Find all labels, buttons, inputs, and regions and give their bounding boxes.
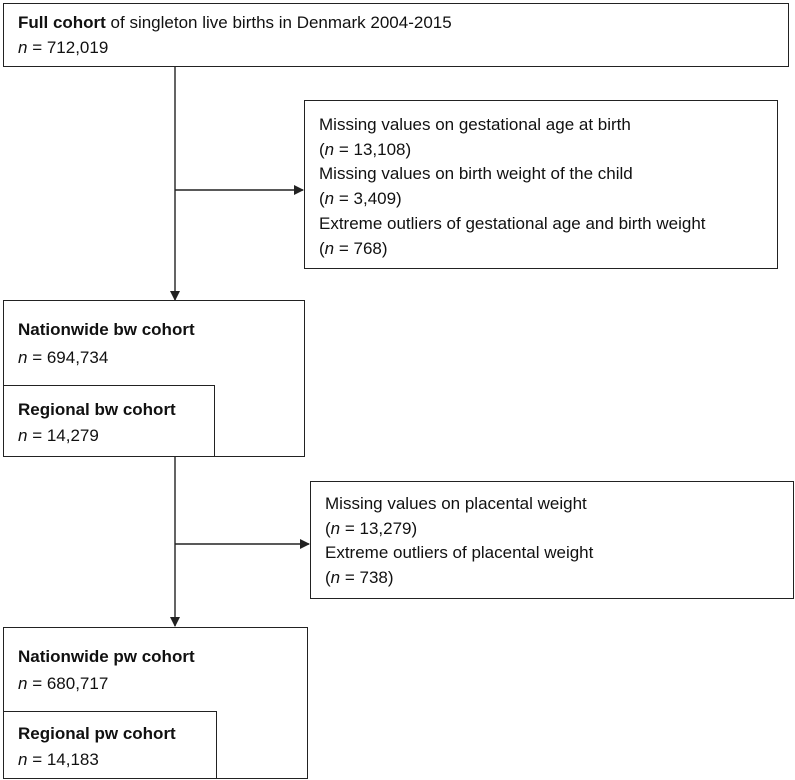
exclusion-2-line-4: (n = 738) — [325, 568, 394, 587]
exclusion-1-line-6: (n = 768) — [319, 239, 388, 258]
exclusion-1-line-1: Missing values on gestational age at birth — [319, 115, 631, 134]
full-cohort-box — [3, 3, 789, 67]
full-cohort-n-value: = 712,019 — [27, 38, 109, 57]
full-cohort-title: Full cohort — [18, 13, 106, 32]
regional-pw-cohort-title: Regional pw cohort — [18, 724, 176, 743]
exclusion-2-line-3: Extreme outliers of placental weight — [325, 543, 594, 562]
full-cohort-description: of singleton live births in Denmark 2004-2015 — [105, 13, 452, 32]
exclusion-box-1 — [304, 100, 778, 269]
exclusion-1-line-3: Missing values on birth weight of the child — [319, 164, 633, 183]
regional-pw-cohort-box — [3, 711, 217, 779]
exclusion-1-line-2: (n = 13,108) — [319, 140, 412, 159]
exclusion-box-2 — [310, 481, 794, 599]
exclusion-2-line-1: Missing values on placental weight — [325, 494, 587, 513]
regional-bw-cohort-box — [3, 385, 215, 457]
exclusion-1-line-4: (n = 3,409) — [319, 189, 402, 208]
exclusion-1-line-5: Extreme outliers of gestational age and birth weight — [319, 214, 706, 233]
nationwide-pw-cohort-n: n = 680,717 — [18, 674, 109, 693]
regional-pw-cohort-n: n = 14,183 — [18, 750, 99, 769]
nationwide-pw-cohort-title: Nationwide pw cohort — [18, 647, 195, 666]
regional-bw-cohort-n: n = 14,279 — [18, 426, 99, 445]
full-cohort-n-label: n — [18, 38, 28, 57]
exclusion-2-line-2: (n = 13,279) — [325, 519, 418, 538]
nationwide-bw-cohort-n: n = 694,734 — [18, 348, 109, 367]
regional-bw-cohort-title: Regional bw cohort — [18, 400, 176, 419]
nationwide-bw-cohort-title: Nationwide bw cohort — [18, 320, 195, 339]
